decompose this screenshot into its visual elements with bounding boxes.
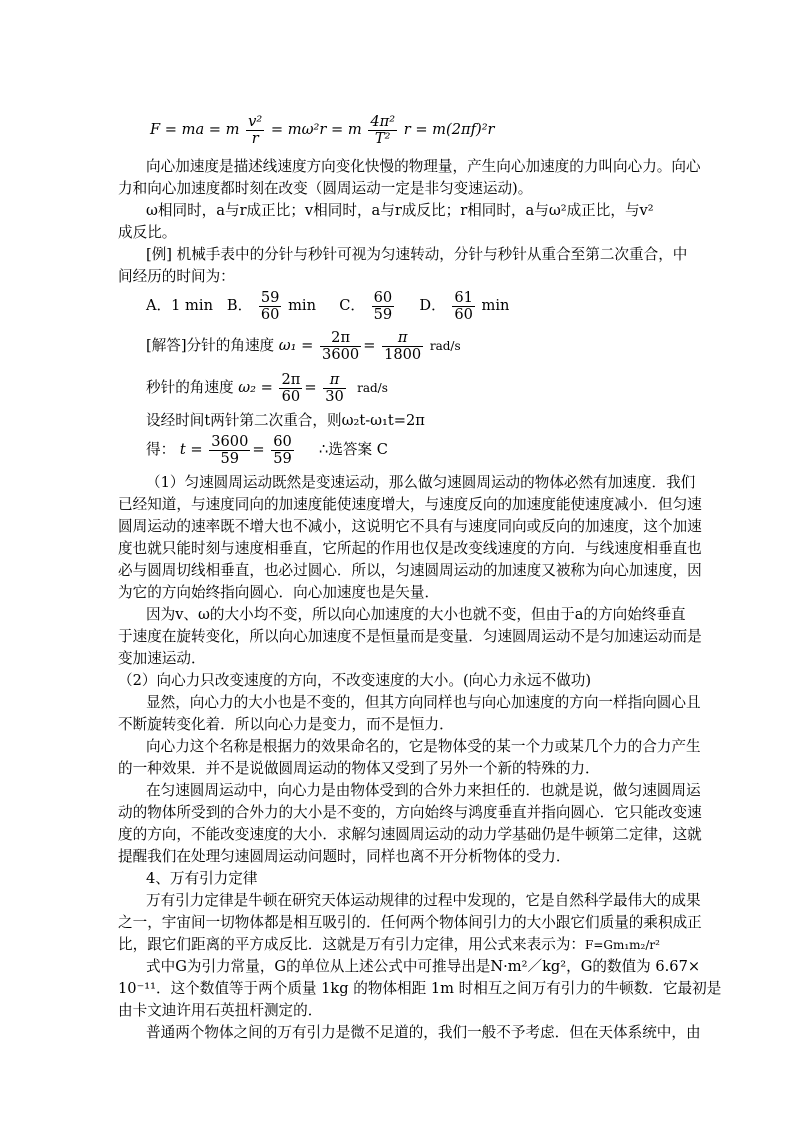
paragraph-line: 向心加速度是描述线速度方向变化快慢的物理量，产生向心加速度的力叫向心力。向心 [146, 158, 701, 175]
paragraph-line: （1）匀速圆周运动既然是变速运动，那么做匀速圆周运动的物体必然有加速度．我们 [146, 474, 696, 491]
paragraph-line: 在匀速圆周运动中，向心力是由物体受到的合外力来担任的．也就是说，做匀速圆周运 [146, 782, 701, 799]
paragraph-line: 普通两个物体之间的万有引力是微不足道的，我们一般不予考虑．但在天体系统中，由 [146, 1024, 701, 1041]
paragraph-line: 之一，宇宙间一切物体都是相互吸引的．任何两个物体间引力的大小跟它们质量的乘积成正 [118, 914, 702, 931]
paragraph-line: 提醒我们在处理匀速圆周运动问题时，同样也离不开分析物体的受力． [118, 848, 571, 865]
solution-minute-hand: [解答]分针的角速度 ω₁ = $\frac{2\pi}{3600}$ = $\frac{\pi}{1800}$ rad/s [146, 328, 461, 363]
paragraph-line: 为它的方向始终指向圆心．向心加速度也是矢量． [118, 584, 440, 601]
example-line: [例] 机械手表中的分针与秒针可视为匀速转动，分针与秒针从重合至第二次重合，中 [146, 246, 688, 263]
paragraph-line: 度也就只能时刻与速度相垂直，它所起的作用也仅是改变线速度的方向．与线速度相垂直也 [118, 540, 702, 557]
fraction-4pi2-t2: $\frac{\text{4π²}}{\text{T²}}$ [370, 112, 396, 147]
option-c-fraction: $\frac{60}{59}$ [373, 288, 393, 323]
fraction: $\frac{2\pi}{3600}$ [322, 328, 360, 363]
paragraph-line: 成反比。 [118, 224, 177, 241]
paragraph-line: 已经知道，与速度同向的加速度能使速度增大，与速度反向的加速度能使速度减小．但匀速 [118, 496, 702, 513]
paragraph-line: 不断旋转变化着．所以向心力是变力，而不是恒力． [118, 716, 454, 733]
paragraph-line: 万有引力定律是牛顿在研究天体运动规律的过程中发现的，它是自然科学最伟大的成果 [146, 892, 701, 909]
option-d-fraction: $\frac{61}{60}$ [454, 288, 473, 323]
paragraph-line: 显然，向心力的大小也是不变的，但其方向同样也与向心加速度的方向一样指向圆心且 [146, 694, 701, 711]
paragraph-line: 由卡文迪许用石英扭杆测定的． [118, 1002, 323, 1019]
paragraph-line: 变加速运动． [118, 650, 206, 667]
paragraph-line: 的一种效果．并不是说做圆周运动的物体又受到了另外一个新的特殊的力． [118, 760, 600, 777]
paragraph-line: 因为v、ω的大小均不变，所以向心加速度的大小也就不变，但由于a的方向始终垂直 [146, 606, 686, 623]
paragraph-line: 度的方向，不能改变速度的大小．求解匀速圆周运动的动力学基础仍是牛顿第二定律，这就 [118, 826, 702, 843]
solution-second-hand: 秒针的角速度 ω₂ = $\frac{2\pi}{60}$ = $\frac{\pi}{30}$ rad/s [146, 370, 388, 405]
paragraph-line: 比，跟它们距离的平方成反比．这就是万有引力定律，用公式来表示为：F=Gm₁m₂/r² [118, 936, 660, 953]
paragraph-line: 10⁻¹¹．这个数值等于两个质量 1kg 的物体相距 1m 时相互之间万有引力的牛顿数．它最初是 [118, 980, 722, 997]
option-a: A．1 min [146, 297, 213, 314]
gravitation-formula: F=Gm₁m₂/r² [585, 938, 660, 952]
solution-result: 得： t = $\frac{3600}{59}$ = $\frac{60}{59}$ ∴选答案 C [146, 432, 388, 467]
paragraph-line: 力和向心加速度都时刻在改变（圆周运动一定是非匀变速运动)。 [118, 180, 533, 197]
formula-part: = mω²r = m [270, 121, 362, 138]
fraction: $\frac{60}{59}$ [273, 432, 292, 467]
formula-part: r = m(2πf)²r [403, 121, 495, 138]
paragraph-line: （2）向心力只改变速度的方向，不改变速度的大小。(向心力永远不做功) [118, 672, 592, 689]
option-b-fraction: $\frac{59}{60}$ [260, 288, 280, 323]
paragraph-line: 动的物体所受到的合外力的大小是不变的，方向始终与鸿度垂直并指向圆心．它只能改变速 [118, 804, 702, 821]
option-c-label: C． [339, 297, 365, 314]
section-heading: 4、万有引力定律 [146, 870, 258, 887]
paragraph-line: ω相同时，a与r成正比；v相同时，a与r成反比；r相同时，a与ω²成正比，与v² [146, 202, 654, 219]
formula-centripetal-force [150, 108, 495, 152]
paragraph-line: 于速度在旋转变化，所以向心加速度不是恒量而是变量．匀速圆周运动不是匀加速运动而是 [118, 628, 702, 645]
paragraph-line: 圆周运动的速率既不增大也不减小，这说明它不具有与速度同向或反向的加速度，这个加速 [118, 518, 702, 535]
fraction: $\frac{2\pi}{60}$ [281, 370, 301, 405]
option-b-label: B． [226, 297, 253, 314]
paragraph-line: 向心力这个名称是根据力的效果命名的，它是物体受的某一个力或某几个力的合力产生 [146, 738, 701, 755]
fraction-v2-r: $\frac{\text{v²}}{r}$ [248, 112, 263, 147]
example-line: 间经历的时间为： [118, 268, 235, 285]
fraction: $\frac{\pi}{30}$ [325, 370, 344, 405]
formula-part: F = ma = m [150, 121, 240, 138]
paragraph-line: 必与圆周切线相垂直，也必过圆心．所以，匀速圆周运动的加速度又被称为向心加速度，因 [118, 562, 702, 579]
answer-options: A．1 min B． $\frac{59}{60}$ min C． $\frac{60}{59}$ D． $\frac{61}{60}$ min [146, 288, 510, 323]
solution-line: 设经时间t两针第二次重合，则ω₂t-ω₁t=2π [146, 412, 425, 429]
option-d-label: D． [419, 297, 446, 314]
paragraph-line: 式中G为引力常量，G的单位从上述公式中可推导出是N·m²／kg²，G的数值为 6.67× [146, 958, 701, 975]
fraction: $\frac{\pi}{1800}$ [384, 328, 422, 363]
fraction: $\frac{3600}{59}$ [211, 432, 249, 467]
